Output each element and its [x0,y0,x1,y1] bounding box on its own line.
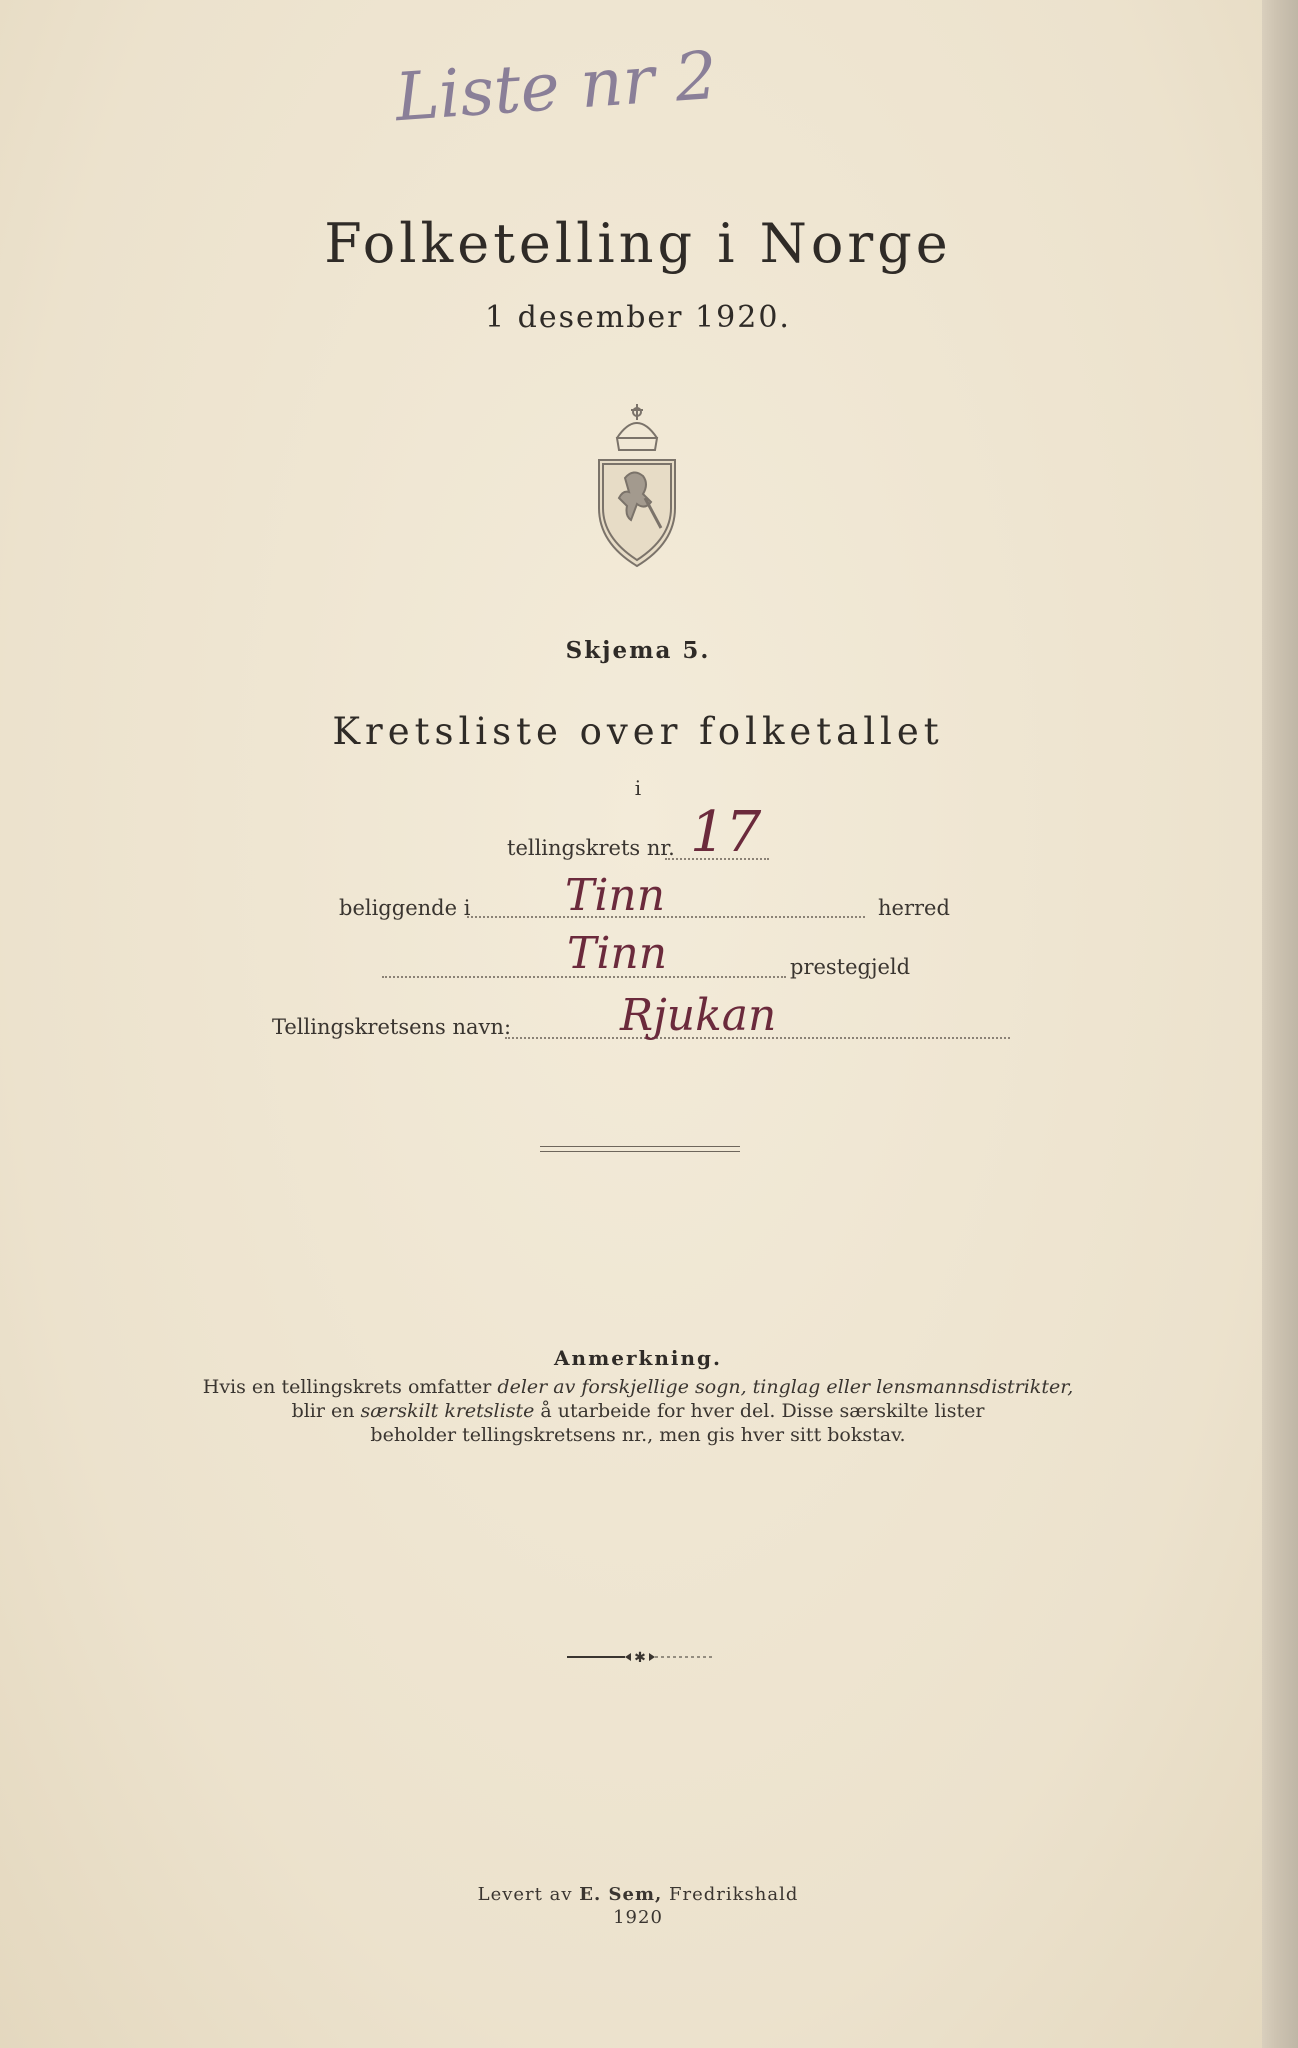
printer-line [0,1884,1276,1905]
navn-label: Tellingskretsens navn: [272,1015,512,1039]
krets-name-value: Rjukan [620,990,777,1041]
note-line-1-text: Hvis en tellingskrets omfatter [202,1376,498,1398]
print-year: 1920 [613,1907,663,1928]
coat-of-arms-icon [587,398,687,568]
handwritten-list-number: Liste nr 2 [392,36,720,137]
beliggende-dotted-line [467,916,865,918]
prestegjeld-value: Tinn [567,928,668,979]
ornament-divider-icon [565,1650,715,1664]
note-line-1 [0,1376,1276,1398]
beliggende-label: beliggende i [339,896,471,920]
page-edge [1262,0,1298,2048]
section-divider [540,1146,740,1152]
herred-value: Tinn [565,870,666,921]
note-line-1-italic: deler av forskjellige sogn, tinglag eller lensmannsdistrikter, [497,1376,1074,1398]
document-title: Folketelling i Norge [324,212,952,275]
preposition-i: i [634,776,642,800]
krets-label: tellingskrets nr. [507,836,675,860]
note-line-2-italic: særskilt kretsliste [360,1400,535,1422]
document-subtitle: Kretsliste over folketallet [332,710,944,753]
note-line-2-text-a: blir en [291,1400,361,1422]
note-line-2 [0,1400,1276,1422]
note-title: Anmerkning. [554,1346,722,1370]
prestegjeld-label: prestegjeld [790,955,911,979]
note-line-2-text-b: å utarbeide for hver del. Disse særskilte lister [534,1400,985,1422]
census-date: 1 desember 1920. [485,300,791,335]
printer-name: E. Sem, [579,1884,663,1905]
printer-place: Fredrikshald [662,1884,799,1905]
svg-text:✱: ✱ [634,1650,646,1664]
herred-label: herred [878,896,950,920]
krets-number-value: 17 [690,800,762,865]
note-line-3: beholder tellingskretsens nr., men gis hver sitt bokstav. [370,1424,906,1446]
schema-number: Skjema 5. [565,637,711,664]
printer-text-a: Levert av [477,1884,580,1905]
